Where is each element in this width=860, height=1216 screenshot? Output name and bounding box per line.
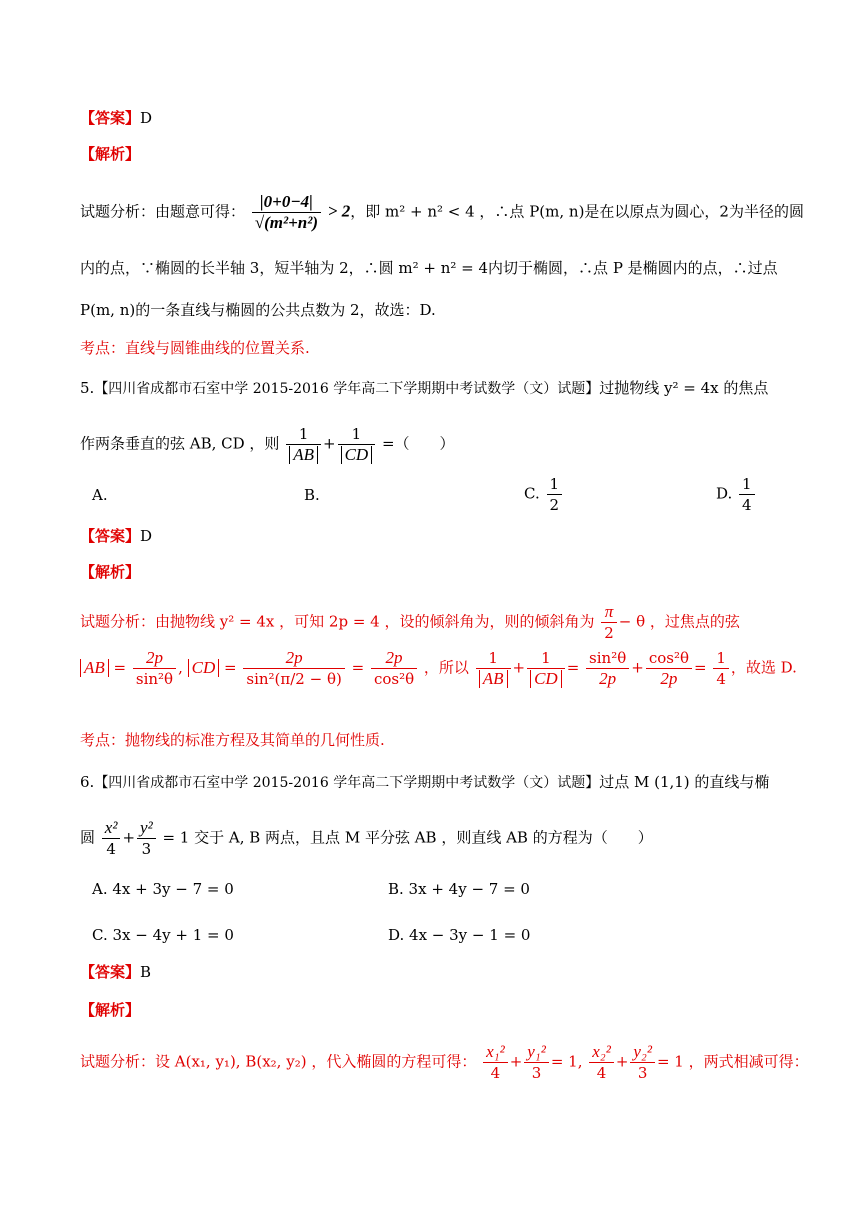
q5-analysis-label (80, 562, 140, 582)
question-number: 5. (80, 379, 95, 397)
text: ，故选 D. (730, 658, 797, 677)
denominator: 4 (742, 496, 752, 514)
numerator: 1 (739, 474, 755, 495)
fraction: $\frac{\text{y²}}{3}$ (137, 818, 156, 859)
fraction: $\frac{\text{sin²θ}}{2p}$ (586, 648, 629, 689)
denominator: √(m²+n²) (254, 213, 319, 232)
fraction: $\frac{1}{4}$ (713, 648, 729, 689)
text: 过抛物线 y² = 4x 的焦点 (599, 379, 769, 397)
text: − θ ，过焦点的弦 (618, 612, 740, 631)
fraction-cd: $\frac{1}{CD}$ (338, 424, 376, 465)
denominator: 2 (549, 496, 560, 514)
fraction: $\frac{\text{x²}}{4}$ (102, 818, 121, 859)
text: 试题分析：设 A(x₁, y₁), B(x₂, y₂) ，代入椭圆的方程可得： (80, 1052, 477, 1071)
q5-option-a: A. (92, 486, 108, 504)
q5-stem-line-1 (80, 378, 768, 399)
q4-analysis-line-1 (80, 192, 804, 233)
answer-label: 【答案】 (80, 963, 141, 981)
text: > 2 (327, 201, 351, 221)
q4-kaodian: 考点：直线与圆锥曲线的位置关系. (80, 339, 310, 357)
answer-value: D (140, 527, 153, 545)
text: 过点 M (1,1) 的直线与椭 (599, 773, 770, 791)
q4-analysis-line-3: P(m, n)的一条直线与椭圆的公共点数为 2，故选：D. (80, 301, 436, 319)
fraction-ab: $\frac{1}{AB}$ (286, 424, 321, 465)
fraction: $\frac{1}{CD}$ (527, 648, 565, 689)
numerator: 1 (547, 474, 563, 495)
q6-option-b: B. 3x + 4y − 7 = 0 (388, 880, 530, 898)
fraction (739, 474, 755, 515)
fraction: $\frac{2p}{\text{sin²θ}}$ (133, 648, 176, 689)
text: ，即 m² + n² < 4 ，∴点 P(m, n)是在以原点为圆心，2为半径的圆 (350, 202, 804, 221)
question-source: 【四川省成都市石室中学 2015-2016 学年高二下学期期中考试数学（文）试题】 (94, 381, 600, 397)
option-letter: D. (716, 484, 733, 503)
analysis-label: 【解析】 (80, 145, 141, 163)
question-number: 6. (80, 773, 95, 791)
fraction: $\frac{\text{x₂²}}{4}$ (589, 1042, 614, 1083)
text: 试题分析：由题意可得： (80, 202, 246, 221)
q5-kaodian: 考点：抛物线的标准方程及其简单的几何性质. (80, 731, 385, 749)
fraction: $\frac{\text{y₂²}}{3}$ (630, 1042, 655, 1083)
text: = 1 交于 A, B 两点，且点 M 平分弦 AB ，则直线 AB 的方程为（ ） (162, 828, 653, 847)
q6-analysis-line-1: 试题分析：设 A(x₁, y₁), B(x₂, y₂) ，代入椭圆的方程可得： $\frac{\text{x₁²}}{4}$ + $\frac{\text{y₁²}}{3}$ = 1, $\frac{\text{x₂²}}{4}$ + $\frac{\text{y₂²}}{3}$ = 1 ，两式相减可得： (80, 1042, 809, 1082)
fraction-pi-over-2: $\frac{\pi}{2}$ (601, 602, 617, 643)
q6-answer (80, 962, 151, 982)
text: 作两条垂直的弦 AB, CD ，则 (80, 434, 280, 453)
q6-option-a: A. 4x + 3y − 7 = 0 (92, 880, 234, 898)
q5-analysis-line-1 (80, 602, 740, 643)
fraction: $\frac{\text{y₁²}}{3}$ (524, 1042, 549, 1083)
q4-analysis-label (80, 144, 140, 164)
q5-option-b: B. (304, 486, 320, 504)
fraction: $\frac{\text{x₁²}}{4}$ (483, 1042, 508, 1083)
q5-option-d (716, 474, 757, 515)
q5-answer (80, 526, 152, 546)
text: 试题分析：由抛物线 y² = 4x ，可知 2p = 4 ，设的倾斜角为，则的倾斜角为 (80, 612, 595, 631)
q5-stem-line-2: 作两条垂直的弦 AB, CD ，则 $\frac{1}{AB}$ + $\frac{1}{CD}$ =（ ） (80, 425, 455, 464)
numerator: |0+0−4| (252, 192, 321, 213)
q6-analysis-label (80, 1000, 140, 1020)
q6-stem-line-2: 圆 $\frac{\text{x²}}{4}$ + $\frac{\text{y²}}{3}$ = 1 交于 A, B 两点，且点 M 平分弦 AB ，则直线 AB 的方程为（ ） (80, 818, 653, 858)
answer-label: 【答案】 (80, 109, 141, 127)
text: 圆 (80, 828, 96, 847)
q5-option-c (524, 474, 564, 515)
analysis-label: 【解析】 (80, 1001, 141, 1019)
fraction: $\frac{2p}{\text{sin²(π/2 − θ)}}$ (243, 648, 344, 689)
text: ，所以 (423, 658, 469, 677)
answer-value: B (140, 963, 152, 981)
fraction (547, 474, 563, 515)
question-source: 【四川省成都市石室中学 2015-2016 学年高二下学期期中考试数学（文）试题】 (94, 775, 600, 791)
analysis-label: 【解析】 (80, 563, 141, 581)
text: ，两式相减可得： (688, 1052, 809, 1071)
q4-answer (80, 108, 152, 128)
fraction: $\frac{2p}{\text{cos²θ}}$ (371, 648, 417, 689)
answer-value: D (140, 109, 153, 127)
fraction (252, 192, 321, 233)
fraction: $\frac{1}{AB}$ (476, 648, 511, 689)
q5-analysis-line-2: AB = $\frac{2p}{\text{sin²θ}}$ , CD = $\frac{2p}{\text{sin²(π/2 − θ)}}$ = $\frac{2p}{\text{cos²θ}}$ ，所以 $\frac{1}{AB}$ + $\frac{1}{CD}$ = $\frac{\text{sin²θ}}{2p}$ + $\frac{\text{cos²θ}}{2p}$ = $\frac{1}{4}$ ，故选 D. (80, 648, 797, 689)
answer-label: 【答案】 (80, 527, 141, 545)
q6-option-d: D. 4x − 3y − 1 = 0 (388, 926, 531, 944)
option-letter: C. (524, 484, 540, 503)
q6-option-c: C. 3x − 4y + 1 = 0 (92, 926, 234, 944)
fraction: $\frac{\text{cos²θ}}{2p}$ (646, 648, 692, 689)
q6-stem-line-1 (80, 772, 769, 793)
q4-analysis-line-2: 内的点，∵椭圆的长半轴 3，短半轴为 2，∴圆 m² + n² = 4内切于椭圆，∴点 P 是椭圆内的点，∴过点 (80, 259, 778, 277)
text: =（ ） (381, 434, 455, 453)
